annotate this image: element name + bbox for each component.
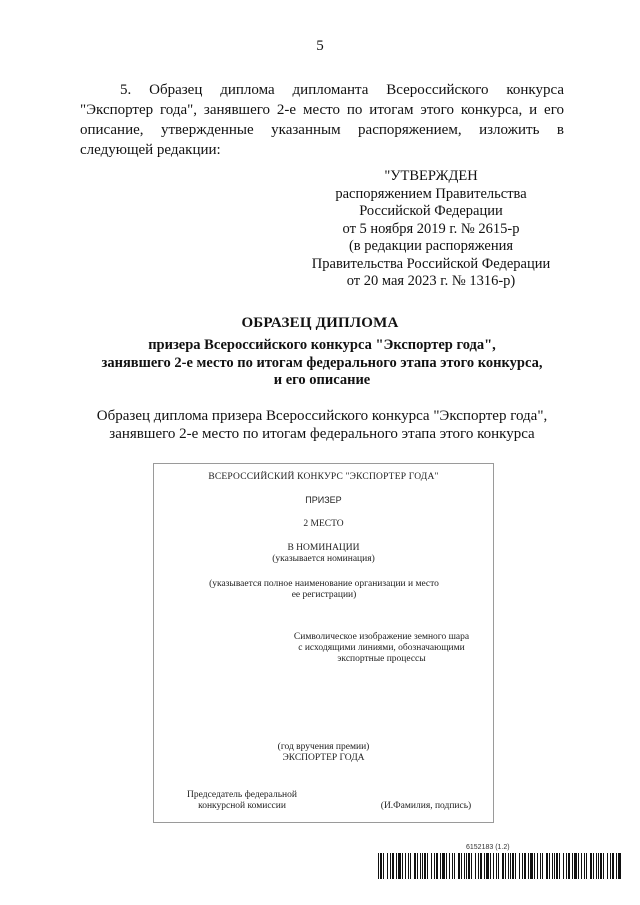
approval-line: от 5 ноября 2019 г. № 2615-р xyxy=(342,220,520,237)
diploma-globe-line: с исходящими линиями, обозначающими xyxy=(298,643,465,653)
diploma-chairman xyxy=(172,790,312,812)
diploma-org-line: ее регистрации) xyxy=(291,590,357,600)
page-number: 5 xyxy=(316,38,324,54)
diploma-nomination-hint: (указывается номинация) xyxy=(272,554,375,564)
caption-line: занявшего 2-е место по итогам федерального этапа этого конкурса xyxy=(109,426,535,442)
diploma-sample xyxy=(153,463,494,823)
diploma-year: (год вручения премии) xyxy=(277,742,370,752)
diploma-globe-line: экспортные процессы xyxy=(337,654,426,664)
approval-line: "УТВЕРЖДЕН xyxy=(384,168,478,184)
subtitle-line: занявшего 2-е место по итогам федерального этапа этого конкурса, xyxy=(101,354,543,371)
approval-line: Российской Федерации xyxy=(359,203,503,219)
approval-line: распоряжением Правительства xyxy=(335,185,527,202)
caption-line: Образец диплома призера Всероссийского конкурса "Экспортер года", xyxy=(96,408,548,424)
diploma-caption xyxy=(80,407,564,443)
diploma-exporter: ЭКСПОРТЕР ГОДА xyxy=(282,753,365,763)
amendment-paragraph: 5. Образец диплома дипломанта Всероссийского конкурса "Экспортер года", занявшего 2-е место по итогам этого конкурса, и его описание, утвержденные указанным распоряжением, изложить в следующей редакции: xyxy=(80,82,564,158)
diploma-signature: (И.Фамилия, подпись) xyxy=(380,801,472,811)
diploma-contest-name: ВСЕРОССИЙСКИЙ КОНКУРС "ЭКСПОРТЕР ГОДА" xyxy=(208,472,439,482)
diploma-prize: ПРИЗЕР xyxy=(305,495,342,505)
diploma-chair-line: конкурсной комиссии xyxy=(198,801,286,811)
document-title: ОБРАЗЕЦ ДИПЛОМА xyxy=(241,315,399,331)
diploma-globe-line: Символическое изображение земного шара xyxy=(293,632,470,642)
diploma-place: 2 МЕСТО xyxy=(303,519,344,529)
approval-stamp xyxy=(300,168,562,291)
diploma-org-line: (указывается полное наименование организации и место xyxy=(209,579,439,589)
approval-line: Правительства Российской Федерации xyxy=(311,255,551,272)
diploma-globe-note xyxy=(284,632,479,665)
approval-line: (в редакции распоряжения xyxy=(348,238,514,254)
barcode-number: 6152183 (1.2) xyxy=(466,844,510,851)
diploma-chair-line: Председатель федеральной xyxy=(187,790,297,800)
document-subtitle xyxy=(80,337,564,390)
subtitle-line: призера Всероссийского конкурса "Экспортер года", xyxy=(148,337,496,353)
barcode-icon xyxy=(378,853,622,879)
subtitle-line: и его описание xyxy=(273,372,371,388)
diploma-nomination: В НОМИНАЦИИ xyxy=(287,543,360,553)
barcode-block xyxy=(378,843,622,879)
diploma-organization xyxy=(184,579,464,601)
approval-line: от 20 мая 2023 г. № 1316-р) xyxy=(346,273,516,289)
